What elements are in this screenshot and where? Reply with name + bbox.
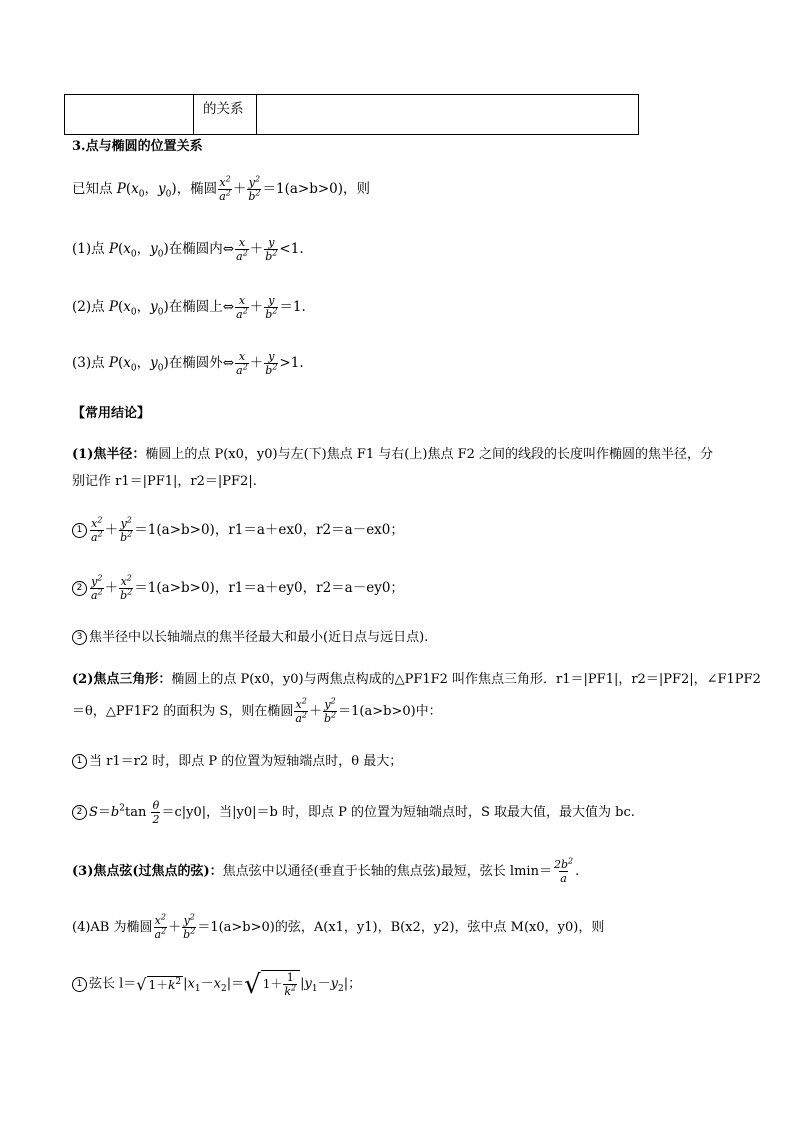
section-intro: 已知点 $P(x_0$，$y_0$)，椭圆 $\frac{x^2}{a^2}$ ＋ $\frac{y^2}{b^2}$ ＝1(a>b>0)，则	[72, 174, 371, 203]
focal-triangle-item-2: 2 $S=b^2\tan$ $\frac{\theta}{2}$ ＝c|y0|，当|y0|＝b 时，即点 P 的位置为短轴端点时，S 取最大值，最大值为 bc.	[72, 799, 635, 826]
fraction-x2-a2: $\frac{x^2}{a^2}$	[219, 174, 231, 203]
circled-number-1: 1	[72, 523, 87, 538]
focal-radius-item-1: 1 $\frac{x^2}{a^2}$ ＋ $\frac{y^2}{b^2}$ ＝1(a>b>0)，r1＝a＋ex0，r2＝a－ex0；	[72, 517, 404, 544]
fraction-y2-b2: $\frac{y^2}{b^2}$	[248, 174, 261, 203]
focal-triangle-line2: ＝θ，△PF1F2 的面积为 S，则在椭圆 $\frac{x^2}{a^2}$ ＋ $\frac{y^2}{b^2}$ ＝1(a>b>0)中：	[72, 696, 442, 725]
focal-radius-paragraph-line1: (1)焦半径：椭圆上的点 P(x0，y0)与左(下)焦点 F1 与右(上)焦点 F2 之间的线段的长度叫作椭圆的焦半径，分	[72, 447, 713, 462]
section-heading: 3.点与椭圆的位置关系	[72, 139, 203, 154]
condition-inside: (1)点 $P(x_0$，$y_0$)在椭圆内⇔ $\frac{x}{a^2}$ ＋ $\frac{y}{b^2}$ <1.	[72, 236, 304, 263]
sqrt-1-plus-k2: √ $1+k^2$	[136, 974, 182, 994]
condition-outside: (3)点 $P(x_0$，$y_0$)在椭圆外⇔ $\frac{x}{a^2}$ ＋ $\frac{y}{b^2}$ >1.	[72, 350, 304, 377]
focal-triangle-line1: (2)焦点三角形：椭圆上的点 P(x0，y0)与两焦点构成的△PF1F2 叫作焦点三角形．r1＝|PF1|，r2＝|PF2|，∠F1PF2	[72, 672, 761, 687]
focal-radius-item-2: 2 $\frac{y^2}{a^2}$ ＋ $\frac{x^2}{b^2}$ ＝1(a>b>0)，r1＝a＋ey0，r2＝a－ey0；	[72, 575, 404, 602]
focal-chord-paragraph: (3)焦点弦(过焦点的弦)：焦点弦中以通径(垂直于长轴的焦点弦)最短，弦长 lmin＝ $\frac{2b^2}{a}$ .	[72, 856, 580, 885]
circled-number-2: 2	[72, 581, 87, 596]
relation-table	[64, 94, 639, 135]
conclusions-heading: 【常用结论】	[72, 406, 151, 421]
sqrt-1-plus-1-over-k2: √ 1＋ $\frac{1}{k^2}$	[244, 970, 300, 998]
table-cell-label: 的关系	[194, 95, 257, 134]
circled-number-3: 3	[72, 630, 87, 645]
chord-paragraph: (4)AB 为椭圆 $\frac{x^2}{a^2}$ ＋ $\frac{y^2}{b^2}$ ＝1(a>b>0)的弦，A(x1，y1)，B(x2，y2)，弦中点 M(x0，y0)，则	[72, 912, 605, 941]
focal-radius-paragraph-line2: 别记作 r1＝|PF1|，r2＝|PF2|.	[72, 474, 257, 489]
focal-radius-item-3: 3 焦半径中以长轴端点的焦半径最大和最小(近日点与远日点).	[72, 628, 428, 648]
condition-on: (2)点 $P(x_0$，$y_0$)在椭圆上⇔ $\frac{x}{a^2}$ ＋ $\frac{y}{b^2}$ ＝1.	[72, 294, 306, 321]
focal-triangle-item-1: 1 当 r1＝r2 时，即点 P 的位置为短轴端点时，θ 最大；	[72, 752, 402, 772]
table-cell-empty	[65, 95, 194, 134]
chord-length-formula: 1 弦长 l＝ √ $1+k^2$ $|x_1-x_2|=$ √ 1＋ $\frac{1}{k^2}$ $|y_1-y_2|$；	[72, 970, 361, 998]
